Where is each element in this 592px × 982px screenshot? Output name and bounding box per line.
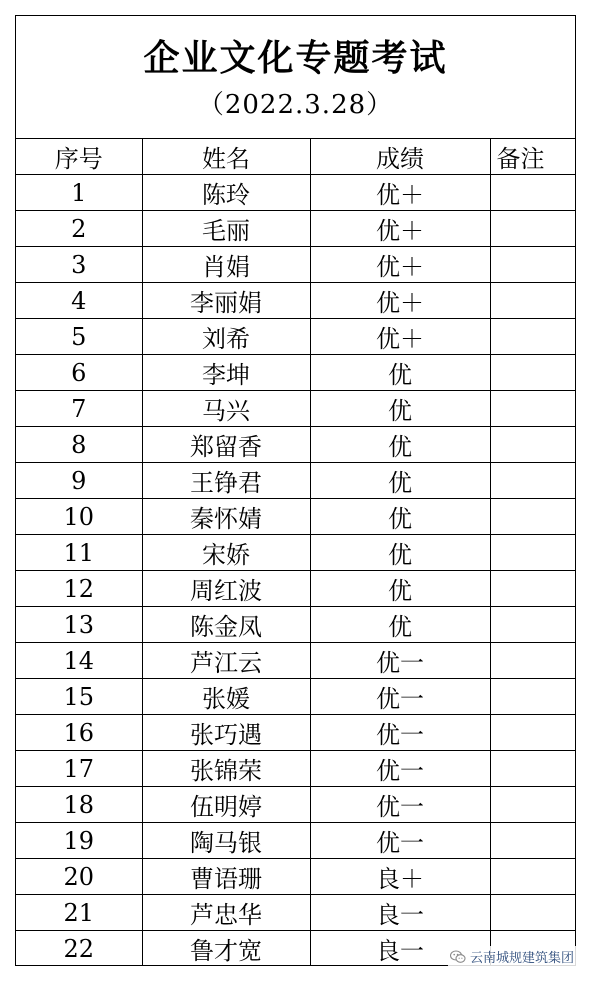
cell-note [490, 715, 575, 751]
cell-name: 陈玲 [142, 175, 310, 211]
cell-no: 7 [16, 391, 142, 427]
table-row [16, 895, 575, 931]
cell-note [490, 571, 575, 607]
cell-score: 优 [310, 463, 490, 499]
cell-name: 鲁才宽 [142, 931, 310, 967]
cell-score: 良一 [310, 931, 490, 967]
table-row [16, 607, 575, 643]
cell-name: 伍明婷 [142, 787, 310, 823]
cell-name: 李坤 [142, 355, 310, 391]
cell-score: 良一 [310, 895, 490, 931]
cell-no: 13 [16, 607, 142, 643]
column-header-no: 序号 [16, 139, 142, 175]
cell-name: 王铮君 [142, 463, 310, 499]
cell-no: 2 [16, 211, 142, 247]
cell-name: 张巧遇 [142, 715, 310, 751]
cell-no: 14 [16, 643, 142, 679]
cell-no: 15 [16, 679, 142, 715]
table-row [16, 355, 575, 391]
cell-note [490, 283, 575, 319]
table-row [16, 175, 575, 211]
cell-no: 4 [16, 283, 142, 319]
cell-name: 马兴 [142, 391, 310, 427]
table-body [16, 175, 575, 967]
table-row [16, 643, 575, 679]
cell-note [490, 751, 575, 787]
cell-no: 12 [16, 571, 142, 607]
cell-score: 优 [310, 427, 490, 463]
table-row [16, 535, 575, 571]
cell-score: 优 [310, 391, 490, 427]
cell-no: 20 [16, 859, 142, 895]
cell-note [490, 211, 575, 247]
cell-no: 19 [16, 823, 142, 859]
cell-note [490, 355, 575, 391]
cell-no: 6 [16, 355, 142, 391]
cell-score: 优 [310, 535, 490, 571]
table-row [16, 247, 575, 283]
cell-no: 5 [16, 319, 142, 355]
cell-name: 刘希 [142, 319, 310, 355]
watermark-text: 云南城规建筑集团 [469, 951, 574, 966]
cell-score: 优 [310, 499, 490, 535]
cell-name: 宋娇 [142, 535, 310, 571]
table-row [16, 391, 575, 427]
table-row [16, 751, 575, 787]
cell-note [490, 391, 575, 427]
cell-name: 肖娟 [142, 247, 310, 283]
cell-score: 优 [310, 571, 490, 607]
cell-no: 9 [16, 463, 142, 499]
cell-score: 优＋ [310, 247, 490, 283]
cell-name: 芦忠华 [142, 895, 310, 931]
table-row [16, 427, 575, 463]
table-row [16, 319, 575, 355]
table-row [16, 859, 575, 895]
table-row [16, 499, 575, 535]
cell-no: 10 [16, 499, 142, 535]
cell-name: 张媛 [142, 679, 310, 715]
cell-note [490, 895, 575, 931]
cell-note [490, 175, 575, 211]
cell-note [490, 643, 575, 679]
results-table [16, 139, 575, 966]
cell-no: 8 [16, 427, 142, 463]
cell-name: 陶马银 [142, 823, 310, 859]
cell-score: 优一 [310, 823, 490, 859]
column-header-name: 姓名 [142, 139, 310, 175]
cell-name: 芦江云 [142, 643, 310, 679]
cell-score: 优＋ [310, 283, 490, 319]
cell-name: 毛丽 [142, 211, 310, 247]
cell-name: 郑留香 [142, 427, 310, 463]
cell-name: 李丽娟 [142, 283, 310, 319]
cell-no: 21 [16, 895, 142, 931]
cell-score: 优一 [310, 715, 490, 751]
cell-no: 3 [16, 247, 142, 283]
exam-results-sheet [15, 15, 576, 966]
cell-note [490, 787, 575, 823]
cell-name: 张锦荣 [142, 751, 310, 787]
cell-note [490, 427, 575, 463]
cell-note [490, 463, 575, 499]
table-row [16, 679, 575, 715]
cell-name: 陈金凤 [142, 607, 310, 643]
cell-note [490, 319, 575, 355]
table-row [16, 463, 575, 499]
table-row [16, 787, 575, 823]
cell-no: 1 [16, 175, 142, 211]
cell-score: 优＋ [310, 211, 490, 247]
column-header-note: 备注 [490, 139, 575, 175]
cell-score: 优 [310, 355, 490, 391]
cell-no: 18 [16, 787, 142, 823]
table-row [16, 283, 575, 319]
cell-note [490, 679, 575, 715]
table-row [16, 715, 575, 751]
cell-name: 秦怀婧 [142, 499, 310, 535]
cell-note [490, 499, 575, 535]
cell-score: 优 [310, 607, 490, 643]
cell-note [490, 247, 575, 283]
source-watermark [448, 946, 576, 967]
table-header-row [16, 139, 575, 175]
wechat-icon [450, 950, 466, 964]
cell-no: 22 [16, 931, 142, 967]
page-title: 企业文化专题考试 [143, 37, 448, 79]
cell-score: 优一 [310, 751, 490, 787]
cell-note [490, 607, 575, 643]
cell-score: 良＋ [310, 859, 490, 895]
cell-name: 曹语珊 [142, 859, 310, 895]
table-row [16, 823, 575, 859]
table-row [16, 571, 575, 607]
cell-note [490, 535, 575, 571]
cell-no: 11 [16, 535, 142, 571]
column-header-score: 成绩 [310, 139, 490, 175]
table-row [16, 211, 575, 247]
cell-name: 周红波 [142, 571, 310, 607]
cell-score: 优一 [310, 787, 490, 823]
exam-date: （2022.3.28） [197, 90, 394, 120]
title-block [16, 16, 575, 139]
cell-score: 优＋ [310, 319, 490, 355]
cell-score: 优＋ [310, 175, 490, 211]
cell-no: 16 [16, 715, 142, 751]
cell-score: 优一 [310, 643, 490, 679]
cell-score: 优一 [310, 679, 490, 715]
cell-note [490, 859, 575, 895]
cell-no: 17 [16, 751, 142, 787]
cell-note [490, 823, 575, 859]
